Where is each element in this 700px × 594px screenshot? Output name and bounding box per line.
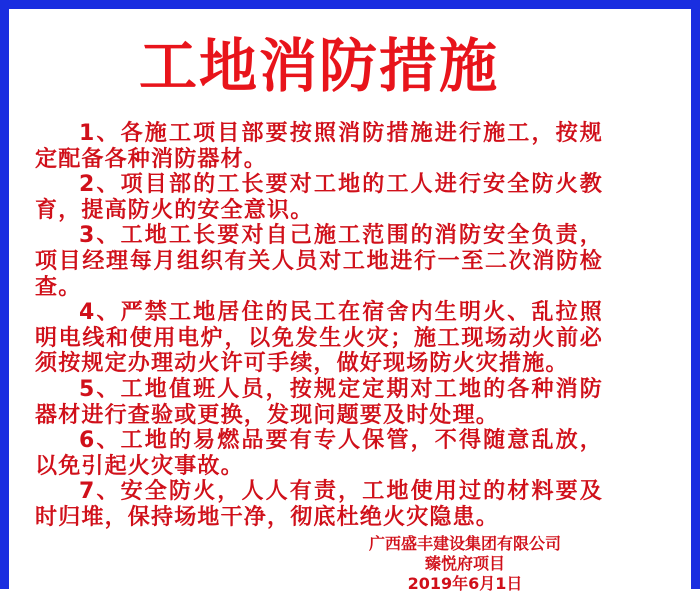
issue-date: 2019年6月1日 xyxy=(407,574,523,593)
signature-block xyxy=(345,534,585,594)
measure-item-2: 2、项目部的工长要对工地的工人进行安全防火教育，提高防火的安全意识。 xyxy=(35,172,603,223)
measure-item-7: 7、安全防火，人人有责，工地使用过的材料要及时归堆，保持场地干净，彻底杜绝火灾隐患。 xyxy=(35,479,603,530)
measure-item-5: 5、工地值班人员，按规定定期对工地的各种消防器材进行查验或更换，发现问题要及时处理。 xyxy=(35,376,603,428)
project-name: 臻悦府项目 xyxy=(424,554,505,573)
measure-item-3: 3、工地工长要对自己施工范围的消防安全负责，项目经理每月组织有关人员对工地进行一至二次消防检查。 xyxy=(35,223,603,300)
measure-item-1: 1、各施工项目部要按照消防措施进行施工，按规定配备各种消防器材。 xyxy=(35,121,603,172)
measure-item-6: 6、工地的易燃品要有专人保管，不得随意乱放，以免引起火灾事故。 xyxy=(35,428,603,479)
sign-title: 工地消防措施 xyxy=(138,32,499,100)
company-name: 广西盛丰建设集团有限公司 xyxy=(368,534,561,553)
measure-item-4: 4、严禁工地居住的民工在宿舍内生明火、乱拉照明电线和使用电炉，以免发生火灾；施工现场动火前必须按规定办理动火许可手续，做好现场防火灾措施。 xyxy=(35,300,603,377)
measures-list xyxy=(35,121,603,531)
